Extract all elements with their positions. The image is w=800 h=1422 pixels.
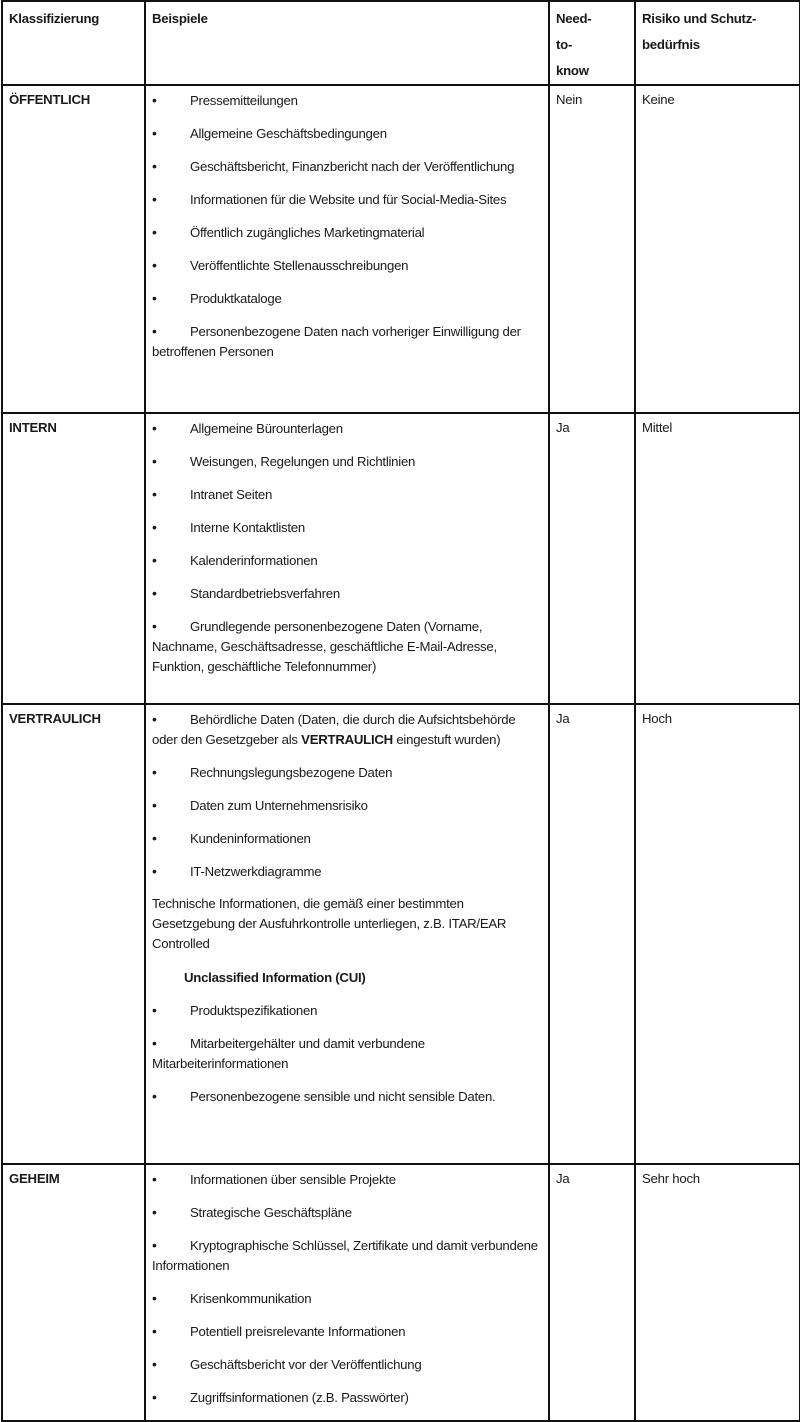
- bullet-icon: •: [152, 486, 157, 502]
- table-row-secret: [2, 1164, 800, 1421]
- bullet-icon: •: [152, 1035, 157, 1051]
- list-item: [152, 762, 542, 783]
- list-item: [152, 1033, 542, 1074]
- bullet-icon: •: [152, 863, 157, 879]
- list-item-text: Personenbezogene sensible und nicht sensible Daten.: [190, 1089, 496, 1104]
- list-item-text: Interne Kontaktlisten: [190, 520, 305, 535]
- list-item-text: Standardbetriebsverfahren: [190, 586, 340, 601]
- export-control-paragraph: Technische Informationen, die gemäß einer bestimmten Gesetzgebung der Ausfuhrkontrolle unterliegen, z.B. ITAR/EAR Controlled: [152, 896, 507, 951]
- list-item: [152, 550, 542, 571]
- table-header-row: [2, 1, 800, 85]
- list-item: [152, 1000, 542, 1021]
- bullet-icon: •: [152, 453, 157, 469]
- list-item: [152, 156, 542, 177]
- list-item-text: Mitarbeitergehälter und damit verbundene Mitarbeiterinformationen: [152, 1036, 425, 1071]
- need-to-know-value: Ja: [556, 711, 570, 726]
- bullet-icon: •: [152, 323, 157, 339]
- list-item-text: Intranet Seiten: [190, 487, 273, 502]
- risk-cell: [635, 1164, 800, 1421]
- list-item-emphasis: VERTRAULICH: [301, 732, 393, 747]
- bullet-icon: •: [152, 797, 157, 813]
- list-item-text: Pressemitteilungen: [190, 93, 298, 108]
- list-item: [152, 1288, 542, 1309]
- examples-list: [152, 418, 542, 677]
- list-item-text: Grundlegende personenbezogene Daten (Vorname, Nachname, Geschäftsadresse, geschäftliche E-Mail-Adresse, Funktion, geschäftliche Telefonnummer): [152, 619, 497, 674]
- cui-subheading: Unclassified Information (CUI): [184, 970, 366, 985]
- list-item: [152, 1321, 542, 1342]
- classification-cell: [2, 413, 145, 704]
- list-item: [152, 517, 542, 538]
- bullet-icon: •: [152, 1237, 157, 1253]
- risk-cell: [635, 85, 800, 413]
- need-to-know-cell: [549, 85, 635, 413]
- examples-cell: [145, 1164, 549, 1421]
- header-classification: Klassifizierung: [2, 1, 145, 85]
- risk-value: Hoch: [642, 711, 672, 726]
- bullet-icon: •: [152, 92, 157, 108]
- list-item-text: Daten zum Unternehmensrisiko: [190, 798, 368, 813]
- list-item: [152, 709, 542, 750]
- list-item: [152, 418, 542, 439]
- classification-cell: [2, 1164, 145, 1421]
- list-item: [152, 828, 542, 849]
- need-to-know-cell: [549, 413, 635, 704]
- list-item: [152, 90, 542, 111]
- header-risk-line: Risiko und Schutz-: [642, 11, 757, 26]
- bullet-icon: •: [152, 764, 157, 780]
- classification-label: INTERN: [9, 420, 57, 435]
- list-item: [152, 1354, 542, 1375]
- need-to-know-cell: [549, 704, 635, 1164]
- list-item-text: Rechnungslegungsbezogene Daten: [190, 765, 393, 780]
- list-item: [152, 1235, 542, 1276]
- need-to-know-cell: [549, 1164, 635, 1421]
- list-item-text: Potentiell preisrelevante Informationen: [190, 1324, 406, 1339]
- list-item-text: Strategische Geschäftspläne: [190, 1205, 352, 1220]
- list-item-text: Produktspezifikationen: [190, 1003, 318, 1018]
- examples-cell: [145, 85, 549, 413]
- bullet-icon: •: [152, 1389, 157, 1405]
- examples-list: [152, 709, 542, 750]
- header-need-to-know-line: know: [556, 63, 589, 78]
- header-need-to-know: [549, 1, 635, 85]
- bullet-icon: •: [152, 1323, 157, 1339]
- header-risk: [635, 1, 800, 85]
- list-item-text: Veröffentlichte Stellenausschreibungen: [190, 258, 409, 273]
- list-item-text: Allgemeine Bürounterlagen: [190, 421, 343, 436]
- header-need-to-know-line: to-: [556, 37, 573, 52]
- classification-label: GEHEIM: [9, 1171, 60, 1186]
- bullet-icon: •: [152, 1171, 157, 1187]
- classification-label: VERTRAULICH: [9, 711, 101, 726]
- list-item: [152, 288, 542, 309]
- list-item: [152, 222, 542, 243]
- list-item: [152, 795, 542, 816]
- bullet-icon: •: [152, 519, 157, 535]
- list-item-text: Zugriffsinformationen (z.B. Passwörter): [190, 1390, 409, 1405]
- header-risk-line: bedürfnis: [642, 37, 700, 52]
- list-item-text: Personenbezogene Daten nach vorheriger Einwilligung der betroffenen Personen: [152, 324, 521, 359]
- examples-list: [152, 90, 542, 362]
- examples-list: [152, 1169, 542, 1408]
- bullet-icon: •: [152, 290, 157, 306]
- examples-cell: [145, 704, 549, 1164]
- bullet-icon: •: [152, 618, 157, 634]
- list-item-text: Geschäftsbericht vor der Veröffentlichung: [190, 1357, 422, 1372]
- bullet-icon: •: [152, 1290, 157, 1306]
- list-item: [152, 321, 542, 362]
- bullet-icon: •: [152, 830, 157, 846]
- classification-table: [1, 0, 800, 1422]
- examples-list: [152, 762, 542, 882]
- examples-list: [152, 1000, 542, 1107]
- list-item: [152, 451, 542, 472]
- need-to-know-value: Nein: [556, 92, 583, 107]
- bullet-icon: •: [152, 1002, 157, 1018]
- list-item-text: Öffentlich zugängliches Marketingmaterial: [190, 225, 425, 240]
- list-item-text: Kryptographische Schlüssel, Zertifikate und damit verbundene Informationen: [152, 1238, 538, 1273]
- list-item: [152, 1387, 542, 1408]
- bullet-icon: •: [152, 257, 157, 273]
- list-item: [152, 583, 542, 604]
- list-item-text: Informationen für die Website und für Social-Media-Sites: [190, 192, 507, 207]
- list-item: [152, 484, 542, 505]
- bullet-icon: •: [152, 158, 157, 174]
- bullet-icon: •: [152, 552, 157, 568]
- bullet-icon: •: [152, 711, 157, 727]
- list-item: [152, 189, 542, 210]
- risk-value: Sehr hoch: [642, 1171, 700, 1186]
- list-item: [152, 1169, 542, 1190]
- list-item: [152, 616, 542, 677]
- list-item: [152, 123, 542, 144]
- list-item: [152, 1202, 542, 1223]
- table-row-public: [2, 85, 800, 413]
- classification-label: ÖFFENTLICH: [9, 92, 91, 107]
- need-to-know-value: Ja: [556, 420, 570, 435]
- list-item-text: Geschäftsbericht, Finanzbericht nach der Veröffentlichung: [190, 159, 515, 174]
- header-need-to-know-line: Need-: [556, 11, 592, 26]
- need-to-know-value: Ja: [556, 1171, 570, 1186]
- list-item-text: Weisungen, Regelungen und Richtlinien: [190, 454, 416, 469]
- bullet-icon: •: [152, 420, 157, 436]
- list-item-text: Krisenkommunikation: [190, 1291, 312, 1306]
- list-item-text: eingestuft wurden): [392, 732, 501, 747]
- list-item-text: IT-Netzwerkdiagramme: [190, 864, 322, 879]
- bullet-icon: •: [152, 191, 157, 207]
- examples-cell: [145, 413, 549, 704]
- bullet-icon: •: [152, 224, 157, 240]
- bullet-icon: •: [152, 125, 157, 141]
- risk-cell: [635, 704, 800, 1164]
- list-item: [152, 255, 542, 276]
- classification-cell: [2, 704, 145, 1164]
- bullet-icon: •: [152, 1356, 157, 1372]
- list-item-text: Behördliche Daten (Daten, die durch die Aufsichtsbehörde oder den Gesetzgeber als: [152, 712, 516, 747]
- list-item-text: Allgemeine Geschäftsbedingungen: [190, 126, 387, 141]
- bullet-icon: •: [152, 585, 157, 601]
- list-item: [152, 861, 542, 882]
- table-row-internal: [2, 413, 800, 704]
- list-item-text: Kalenderinformationen: [190, 553, 318, 568]
- classification-cell: [2, 85, 145, 413]
- risk-value: Mittel: [642, 420, 673, 435]
- list-item: [152, 1086, 542, 1107]
- bullet-icon: •: [152, 1204, 157, 1220]
- list-item-text: Kundeninformationen: [190, 831, 311, 846]
- bullet-icon: •: [152, 1088, 157, 1104]
- list-item-text: Produktkataloge: [190, 291, 282, 306]
- header-examples: Beispiele: [145, 1, 549, 85]
- risk-value: Keine: [642, 92, 675, 107]
- risk-cell: [635, 413, 800, 704]
- list-item-text: Informationen über sensible Projekte: [190, 1172, 396, 1187]
- table-row-confidential: [2, 704, 800, 1164]
